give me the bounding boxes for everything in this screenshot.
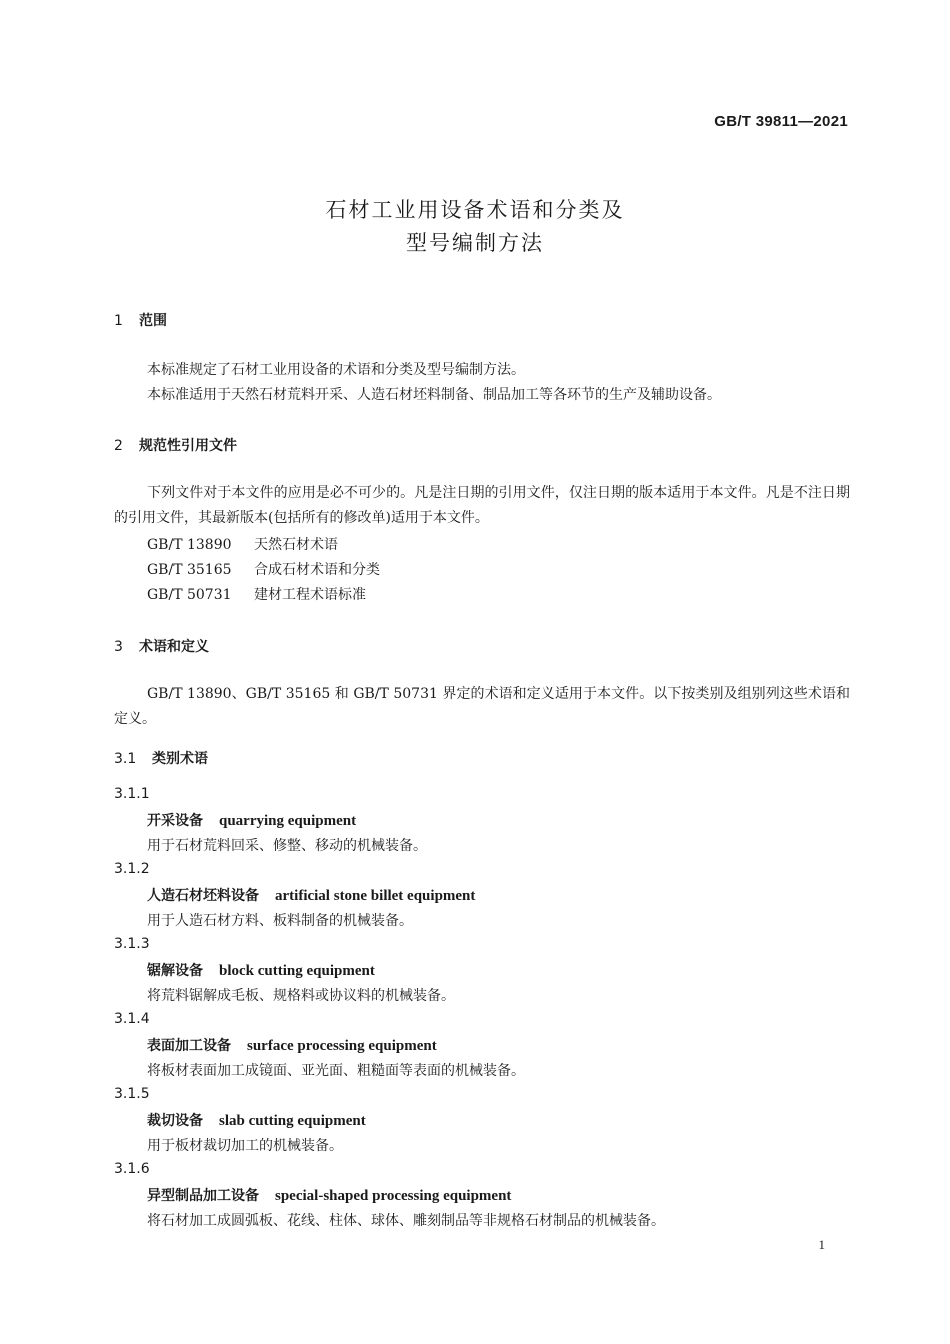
section-title: 术语和定义 <box>139 639 209 655</box>
term-english: surface processing equipment <box>247 1038 437 1054</box>
term-entry <box>147 1035 437 1055</box>
term-english: slab cutting equipment <box>219 1113 366 1129</box>
intro-text: 下列文件对于本文件的应用是必不可少的。凡是注日期的引用文件，仅注日期的版本适用于本文件。凡是不注日期的引用文件，其最新版本(包括所有的修改单)适用于本文件。 <box>114 485 850 526</box>
reference-code: GB/T 50731 <box>147 587 232 603</box>
term-chinese: 锯解设备 <box>147 963 203 979</box>
section-number: 2 <box>114 438 123 454</box>
term-entry <box>147 1185 511 1205</box>
term-number: 3.1.2 <box>114 861 150 877</box>
term-definition: 用于板材裁切加工的机械装备。 <box>147 1138 343 1154</box>
term-definition: 用于石材荒料回采、修整、移动的机械装备。 <box>147 838 427 854</box>
standard-code: GB/T 39811—2021 <box>714 113 848 130</box>
term-entry <box>147 810 356 830</box>
section-title: 规范性引用文件 <box>139 438 237 454</box>
reference-title: 天然石材术语 <box>254 537 338 553</box>
term-number: 3.1.4 <box>114 1011 150 1027</box>
term-chinese: 表面加工设备 <box>147 1038 231 1054</box>
reference-code: GB/T 13890 <box>147 537 232 553</box>
term-definition: 将荒料锯解成毛板、规格料或协议料的机械装备。 <box>147 988 455 1004</box>
page-number: 1 <box>818 1237 825 1252</box>
term-definition: 将板材表面加工成镜面、亚光面、粗糙面等表面的机械装备。 <box>147 1063 525 1079</box>
reference-item <box>147 584 366 604</box>
reference-item <box>147 534 338 554</box>
term-number: 3.1.6 <box>114 1161 150 1177</box>
term-number: 3.1.1 <box>114 786 150 802</box>
scope-paragraph-2: 本标准适用于天然石材荒料开采、人造石材坯料制备、制品加工等各环节的生产及辅助设备。 <box>147 387 721 403</box>
term-chinese: 异型制品加工设备 <box>147 1188 259 1204</box>
term-english: artificial stone billet equipment <box>275 888 476 904</box>
terms-intro <box>114 682 850 732</box>
title-line-1: 石材工业用设备术语和分类及 <box>325 198 625 222</box>
section-number: 1 <box>114 313 123 329</box>
scope-paragraph-1: 本标准规定了石材工业用设备的术语和分类及型号编制方法。 <box>147 362 525 378</box>
term-entry <box>147 885 475 905</box>
document-title <box>0 194 950 260</box>
term-entry <box>147 960 375 980</box>
term-english: block cutting equipment <box>219 963 375 979</box>
reference-code: GB/T 35165 <box>147 562 232 578</box>
term-chinese: 开采设备 <box>147 813 203 829</box>
reference-title: 合成石材术语和分类 <box>254 562 380 578</box>
term-chinese: 人造石材坯料设备 <box>147 888 259 904</box>
section-3-heading <box>114 636 209 656</box>
section-1-heading <box>114 310 167 330</box>
term-english: quarrying equipment <box>219 813 357 829</box>
section-title: 范围 <box>139 313 167 329</box>
section-number: 3 <box>114 639 123 655</box>
subsection-title: 类别术语 <box>152 751 208 767</box>
intro-text: GB/T 13890、GB/T 35165 和 GB/T 50731 界定的术语和定义适用于本文件。以下按类别及组别列这些术语和定义。 <box>114 686 850 727</box>
section-2-heading <box>114 435 237 455</box>
term-english: special-shaped processing equipment <box>275 1188 512 1204</box>
subsection-number: 3.1 <box>114 751 137 767</box>
term-number: 3.1.5 <box>114 1086 150 1102</box>
reference-title: 建材工程术语标准 <box>254 587 366 603</box>
title-line-2: 型号编制方法 <box>406 231 544 255</box>
normative-references-intro <box>114 481 850 531</box>
term-chinese: 裁切设备 <box>147 1113 203 1129</box>
term-definition: 将石材加工成圆弧板、花线、柱体、球体、雕刻制品等非规格石材制品的机械装备。 <box>147 1213 665 1229</box>
reference-item <box>147 559 380 579</box>
term-definition: 用于人造石材方料、板料制备的机械装备。 <box>147 913 413 929</box>
subsection-3-1-heading <box>114 748 208 768</box>
term-entry <box>147 1110 366 1130</box>
term-number: 3.1.3 <box>114 936 150 952</box>
